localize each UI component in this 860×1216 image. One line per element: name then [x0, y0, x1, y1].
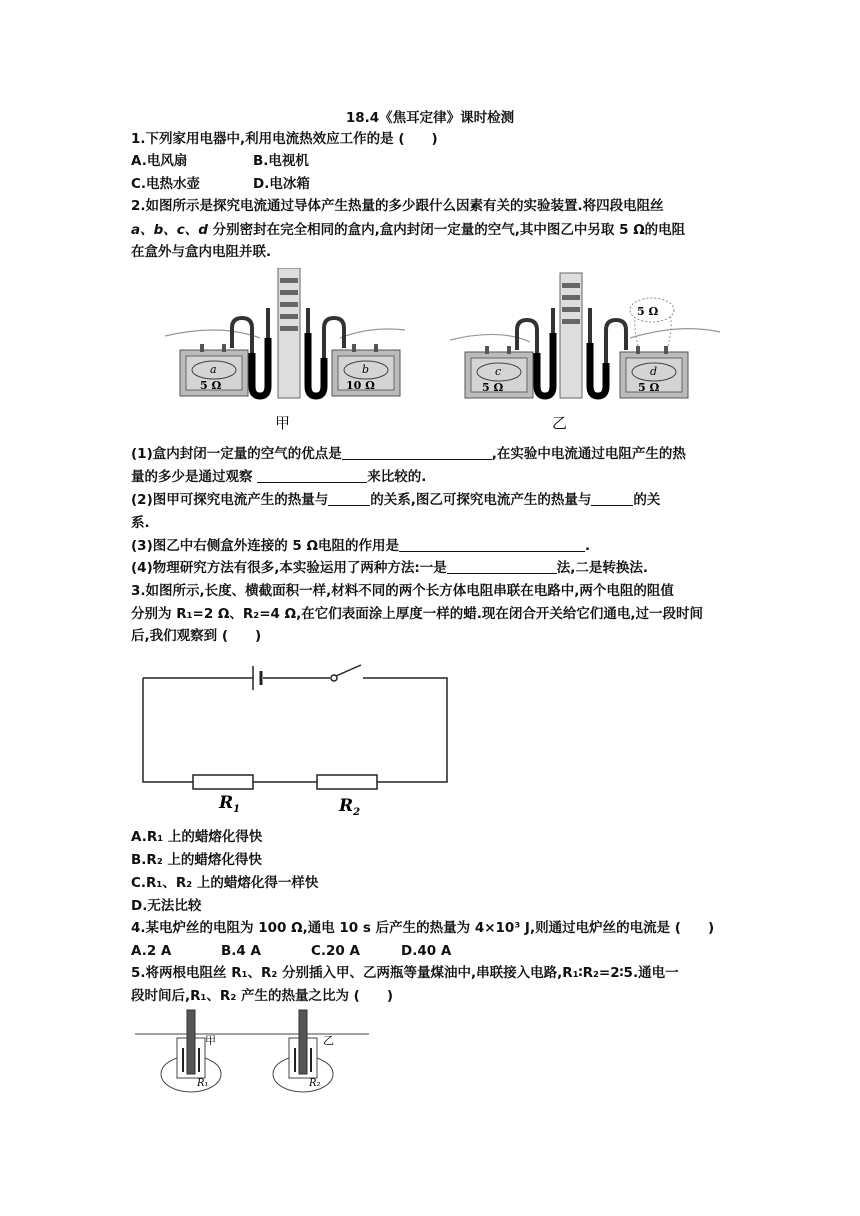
- q2-sub1-blank2[interactable]: [257, 468, 367, 483]
- q2-sub1-text-a: (1)盒内封闭一定量的空气的优点是: [131, 446, 342, 462]
- q3-line1: 3.如图所示,长度、横截面积一样,材料不同的两个长方体电阻串联在电路中,两个电阻的阻值: [131, 583, 674, 599]
- q2-sub2-line1: [131, 491, 660, 509]
- q2-line1: 2.如图所示是探究电流通过导体产生热量的多少跟什么因素有关的实验装置.将四段电阻丝: [131, 198, 664, 214]
- q2-line2: [131, 221, 685, 239]
- bottle-jia-r1: R₁: [197, 1078, 209, 1089]
- box-b-label: b: [362, 363, 370, 376]
- box-a: [180, 344, 248, 396]
- q2-apparatus-figure: [160, 268, 730, 438]
- q1-options-row1: [131, 152, 309, 170]
- q2-sub4-text-a: (4)物理研究方法有很多,本实验运用了两种方法:一是: [131, 560, 447, 576]
- box-c-label: c: [495, 365, 502, 378]
- q2-sub1-line2: [131, 468, 426, 486]
- r2-label: $R_2$: [339, 796, 361, 818]
- box-d-resistance: 5 Ω: [638, 381, 660, 394]
- q1-stem: 1.下列家用电器中,利用电流热效应工作的是 ( ): [131, 131, 438, 147]
- q5-line1: 5.将两根电阻丝 R₁、R₂ 分别插入甲、乙两瓶等量煤油中,串联接入电路,R₁∶R₂=2∶5.通电一: [131, 965, 679, 981]
- q2-sub2-text-c: 的关: [633, 492, 661, 508]
- bottle-yi: [273, 1010, 334, 1092]
- bottle-jia-label: 甲: [205, 1034, 216, 1047]
- figure-jia-label: 甲: [275, 414, 291, 432]
- q2-sub4-blank[interactable]: [447, 559, 557, 574]
- q2-sub4: [131, 559, 648, 577]
- resistor-r2: [317, 775, 377, 789]
- figure-yi-label: 乙: [552, 414, 568, 432]
- box-d: [620, 346, 688, 398]
- q3-circuit-figure: [135, 660, 455, 820]
- page-title: 18.4《焦耳定律》课时检测: [345, 110, 515, 126]
- box-a-resistance: 5 Ω: [200, 379, 222, 392]
- q2-sub2-text-b: 的关系,图乙可探究电流产生的热量与: [370, 492, 592, 508]
- q1-option-d: D.电冰箱: [253, 176, 310, 192]
- q2-sub2-line2: 系.: [131, 515, 150, 531]
- q2-line3: 在盒外与盒内电阻并联.: [131, 244, 272, 260]
- q2-sub3: [131, 537, 590, 555]
- q2-sub2-blank2[interactable]: [591, 491, 633, 506]
- q2-sub1-blank1[interactable]: [342, 445, 492, 460]
- q4-option-b: B.4 A: [221, 943, 261, 959]
- q1-option-c: C.电热水壶: [131, 176, 201, 192]
- r1-label: $R_1$: [219, 793, 241, 815]
- q3-line2: 分别为 R₁=2 Ω、R₂=4 Ω,在它们表面涂上厚度一样的蜡.现在闭合开关给它们通电,过一段时间: [131, 606, 703, 622]
- box-d-label: d: [650, 365, 658, 378]
- q3-option-c: C.R₁、R₂ 上的蜡熔化得一样快: [131, 875, 319, 891]
- q2-sub3-blank[interactable]: [399, 537, 585, 552]
- q1-option-b: B.电视机: [253, 153, 309, 169]
- q3-line3: 后,我们观察到 ( ): [131, 628, 262, 644]
- q2-sub1-text-c: 量的多少是通过观察: [131, 469, 258, 485]
- q4-option-a: A.2 A: [131, 943, 172, 959]
- q2-line2-text: 分别密封在完全相同的盒内,盒内封闭一定量的空气,其中图乙中另取 5 Ω的电阻: [207, 222, 686, 238]
- bottle-yi-label: 乙: [323, 1034, 334, 1047]
- q2-line2-vars: a、b、c、d: [131, 222, 208, 238]
- box-a-label: a: [210, 363, 217, 376]
- q2-sub1-text-b: ,在实验中电流通过电阻产生的热: [491, 446, 686, 462]
- q2-sub1-text-d: 来比较的.: [367, 469, 427, 485]
- q1-options-row2: [131, 175, 310, 193]
- q3-option-b: B.R₂ 上的蜡熔化得快: [131, 852, 262, 868]
- q4-stem: 4.某电炉丝的电阻为 100 Ω,通电 10 s 后产生的热量为 4×10³ J,则通过电炉丝的电流是 ( ): [131, 920, 715, 936]
- external-resistor: [630, 298, 674, 346]
- q1-option-a: A.电风扇: [131, 153, 188, 169]
- box-c-resistance: 5 Ω: [482, 381, 504, 394]
- box-b-resistance: 10 Ω: [346, 379, 375, 392]
- q4-option-d: D.40 A: [401, 943, 452, 959]
- resistor-r1: [193, 775, 253, 789]
- q2-sub2-text-a: (2)图甲可探究电流产生的热量与: [131, 492, 329, 508]
- box-b: [332, 344, 400, 396]
- q2-sub1-line1: [131, 445, 686, 463]
- switch-symbol: [331, 665, 361, 681]
- box-c: [465, 346, 533, 398]
- bottle-yi-r2: R₂: [309, 1078, 321, 1089]
- q5-line2: 段时间后,R₁、R₂ 产生的热量之比为 ( ): [131, 988, 393, 1004]
- q4-options: [131, 942, 451, 960]
- battery-symbol: [253, 666, 261, 690]
- q5-bottles-figure: [133, 1008, 373, 1094]
- q4-option-c: C.20 A: [311, 943, 360, 959]
- q2-sub3-text-b: .: [585, 538, 591, 554]
- q2-sub4-text-b: 法,二是转换法.: [556, 560, 649, 576]
- external-resistor-label: 5 Ω: [637, 305, 659, 318]
- q2-sub2-blank1[interactable]: [328, 491, 370, 506]
- q2-sub3-text-a: (3)图乙中右侧盒外连接的 5 Ω电阻的作用是: [131, 538, 400, 554]
- bottle-jia: [161, 1010, 221, 1092]
- q3-option-a: A.R₁ 上的蜡熔化得快: [131, 829, 263, 845]
- q3-option-d: D.无法比较: [131, 898, 202, 914]
